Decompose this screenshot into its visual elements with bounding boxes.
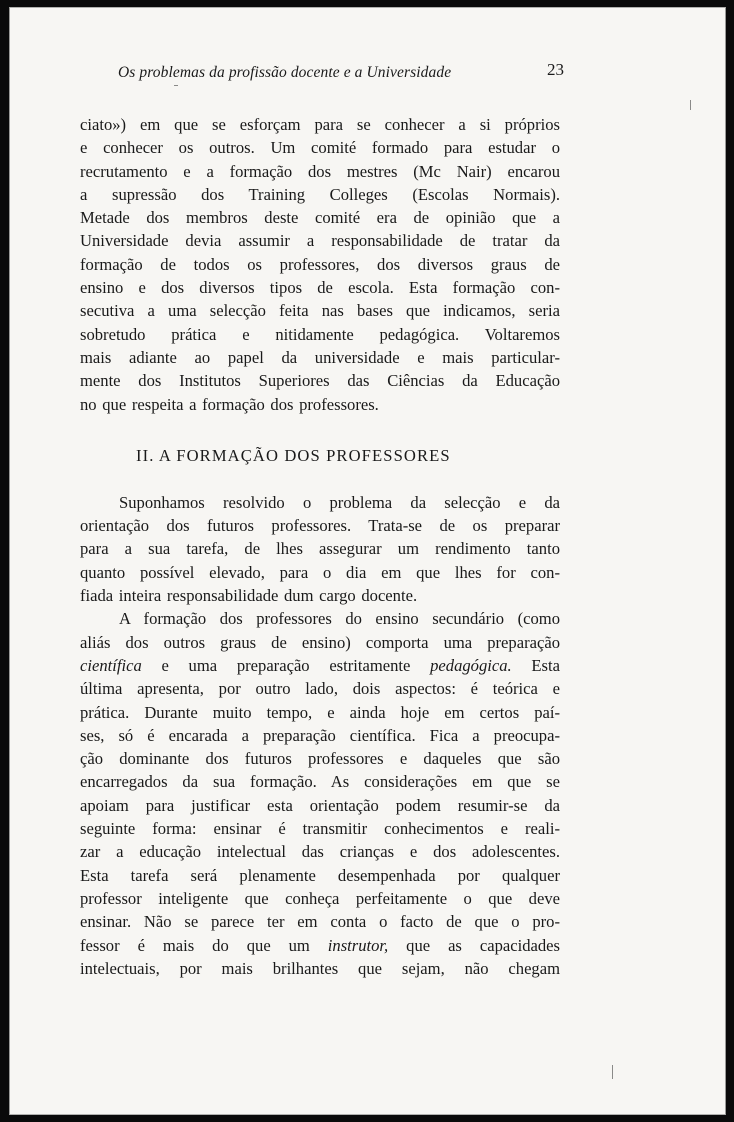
text-line: ensinar. Não se parece ter em conta o facto de que o pro- [80, 912, 560, 932]
scan-speck [612, 1065, 613, 1079]
text-line: recrutamento e a formação dos mestres (Mc Nair) encarou [80, 161, 560, 181]
page-number: 23 [547, 60, 564, 79]
text-line: seguinte forma: ensinar é transmitir conhecimentos e reali- [80, 819, 560, 839]
book-page [80, 58, 564, 980]
text-line: fiada inteira responsabilidade dum cargo docente. [80, 586, 418, 606]
text-line: para a sua tarefa, de lhes assegurar um rendimento tanto [80, 539, 560, 559]
text-line: mente dos Institutos Superiores das Ciências da Educação [80, 371, 560, 391]
text-line: a supressão dos Training Colleges (Escolas Normais). [80, 184, 560, 204]
text-line: mais adiante ao papel da universidade e mais particular- [80, 347, 560, 367]
text-line: apoiam para justificar esta orientação podem resumir-se da [80, 795, 560, 815]
text-line: no que respeita a formação dos professores. [80, 394, 379, 414]
paragraph-selection [80, 491, 560, 607]
emphasis-pedagogica: pedagógica. [430, 655, 512, 675]
scan-speck [690, 100, 691, 110]
text-line: Metade dos membros deste comité era de opinião que a [80, 208, 560, 228]
text-line: sobretudo prática e nitidamente pedagógica. Voltaremos [80, 324, 560, 344]
text-line: prática. Durante muito tempo, e ainda hoje em certos paí- [80, 702, 560, 722]
text-fragment: fessor é mais do que um [80, 935, 328, 955]
paragraph-continuation [80, 113, 560, 416]
text-line: ensino e dos diversos tipos de escola. Esta formação con- [80, 278, 560, 298]
text-line: professor inteligente que conheça perfeitamente o que deve [80, 888, 560, 908]
emphasis-cientifica: científica [80, 655, 142, 675]
text-line: zar a educação intelectual das crianças e dos adolescentes. [80, 842, 560, 862]
paragraph-formation [80, 607, 560, 980]
text-line: A formação dos professores do ensino secundário (como [119, 609, 560, 629]
text-line: e conhecer os outros. Um comité formado para estudar o [80, 138, 560, 158]
section-heading: II. A FORMAÇÃO DOS PROFESSORES [136, 445, 451, 465]
text-line: última apresenta, por outro lado, dois aspectos: é teórica e [80, 679, 560, 699]
text-line: Universidade devia assumir a responsabilidade de tratar da [80, 231, 560, 251]
text-line: ciato») em que se esforçam para se conhecer a si próprios [80, 115, 560, 134]
text-fragment: Esta [511, 655, 560, 675]
text-line: intelectuais, por mais brilhantes que sejam, não chegam [80, 958, 560, 978]
running-title: Os problemas da profissão docente e a Universidade [118, 64, 452, 81]
text-fragment: e uma preparação estritamente [141, 655, 431, 675]
text-line: ses, só é encarada a preparação científica. Fica a preocupa- [80, 725, 560, 745]
text-line [80, 934, 560, 957]
text-line: orientação dos futuros professores. Trata-se de os preparar [80, 516, 560, 536]
text-line: Suponhamos resolvido o problema da selecção e da [119, 492, 560, 512]
text-line: ção dominante dos futuros professores e daqueles que são [80, 749, 560, 769]
text-line [80, 654, 560, 677]
text-line: formação de todos os professores, dos diversos graus de [80, 254, 560, 274]
text-line: aliás dos outros graus de ensino) comporta uma preparação [80, 632, 560, 652]
text-line: quanto possível elevado, para o dia em que lhes for con- [80, 562, 560, 582]
text-line: secutiva a uma selecção feita nas bases que indicamos, seria [80, 301, 560, 321]
running-header [80, 58, 564, 90]
emphasis-instrutor: instrutor, [327, 935, 389, 955]
text-fragment: que as capacidades [388, 935, 560, 955]
text-line: Esta tarefa será plenamente desempenhada por qualquer [80, 865, 560, 885]
text-line: encarregados da sua formação. As considerações em que se [80, 772, 560, 792]
